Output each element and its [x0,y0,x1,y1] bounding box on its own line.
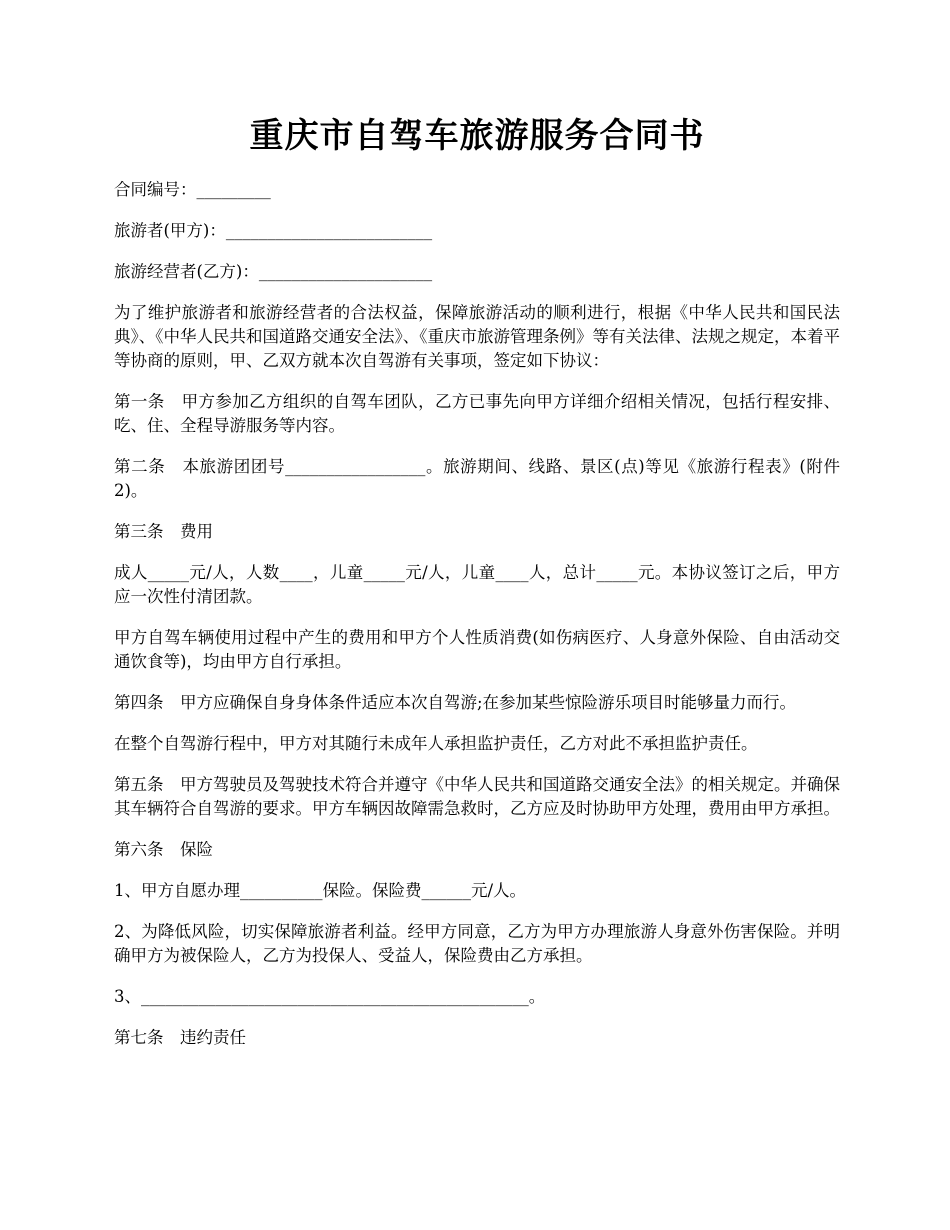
article-5: 第五条 甲方驾驶员及驾驶技术符合并遵守《中华人民共和国道路交通安全法》的相关规定。并确保其车辆符合自驾游的要求。甲方车辆因故障需急救时，乙方应及时协助甲方处理，费用由甲方承担。 [114,775,840,818]
tourist-party-a-line: 旅游者(甲方)：_________________________ [114,221,433,240]
article-6-heading: 第六条 保险 [114,840,213,859]
document-title: 重庆市自驾车旅游服务合同书 [249,116,705,156]
document-body [114,178,840,1067]
article-4: 第四条 甲方应确保自身身体条件适应本次自驾游;在参加某些惊险游乐项目时能够量力而行。 [114,693,797,712]
article-6-item-1: 1、甲方自愿办理__________保险。保险费______元/人。 [114,881,527,900]
article-6-item-3: 3、_______________________________________________。 [114,987,546,1006]
article-6-item-2: 2、为降低风险，切实保障旅游者利益。经甲方同意，乙方为甲方办理旅游人身意外伤害保险。并明确甲方为被保险人，乙方为投保人、受益人，保险费由乙方承担。 [114,922,840,965]
article-4-guardianship: 在整个自驾游行程中，甲方对其随行未成年人承担监护责任，乙方对此不承担监护责任。 [114,734,758,753]
article-1: 第一条 甲方参加乙方组织的自驾车团队，乙方已事先向甲方详细介绍相关情况，包括行程安排、吃、住、全程导游服务等内容。 [114,392,840,435]
preamble-paragraph: 为了维护旅游者和旅游经营者的合法权益，保障旅游活动的顺利进行，根据《中华人民共和国民法典》、《中华人民共和国道路交通安全法》、《重庆市旅游管理条例》等有关法律、法规之规定，本着平等协商的原则，甲、乙双方就本次自驾游有关事项，签定如下协议： [114,303,840,370]
article-2: 第二条 本旅游团团号_________________。旅游期间、线路、景区(点)等见《旅游行程表》(附件 2)。 [114,457,840,500]
article-3-heading: 第三条 费用 [114,522,213,541]
article-3-fees: 成人_____元/人，人数____，儿童_____元/人，儿童____人，总计_____元。本协议签订之后，甲方应一次性付清团款。 [114,563,840,606]
operator-party-b-line: 旅游经营者(乙方)：_____________________ [114,262,433,281]
article-7-heading: 第七条 违约责任 [114,1028,246,1047]
article-3-expenses: 甲方自驾车辆使用过程中产生的费用和甲方个人性质消费(如伤病医疗、人身意外保险、自由活动交通饮食等)，均由甲方自行承担。 [114,628,840,671]
contract-number-line: 合同编号：_________ [114,180,271,199]
